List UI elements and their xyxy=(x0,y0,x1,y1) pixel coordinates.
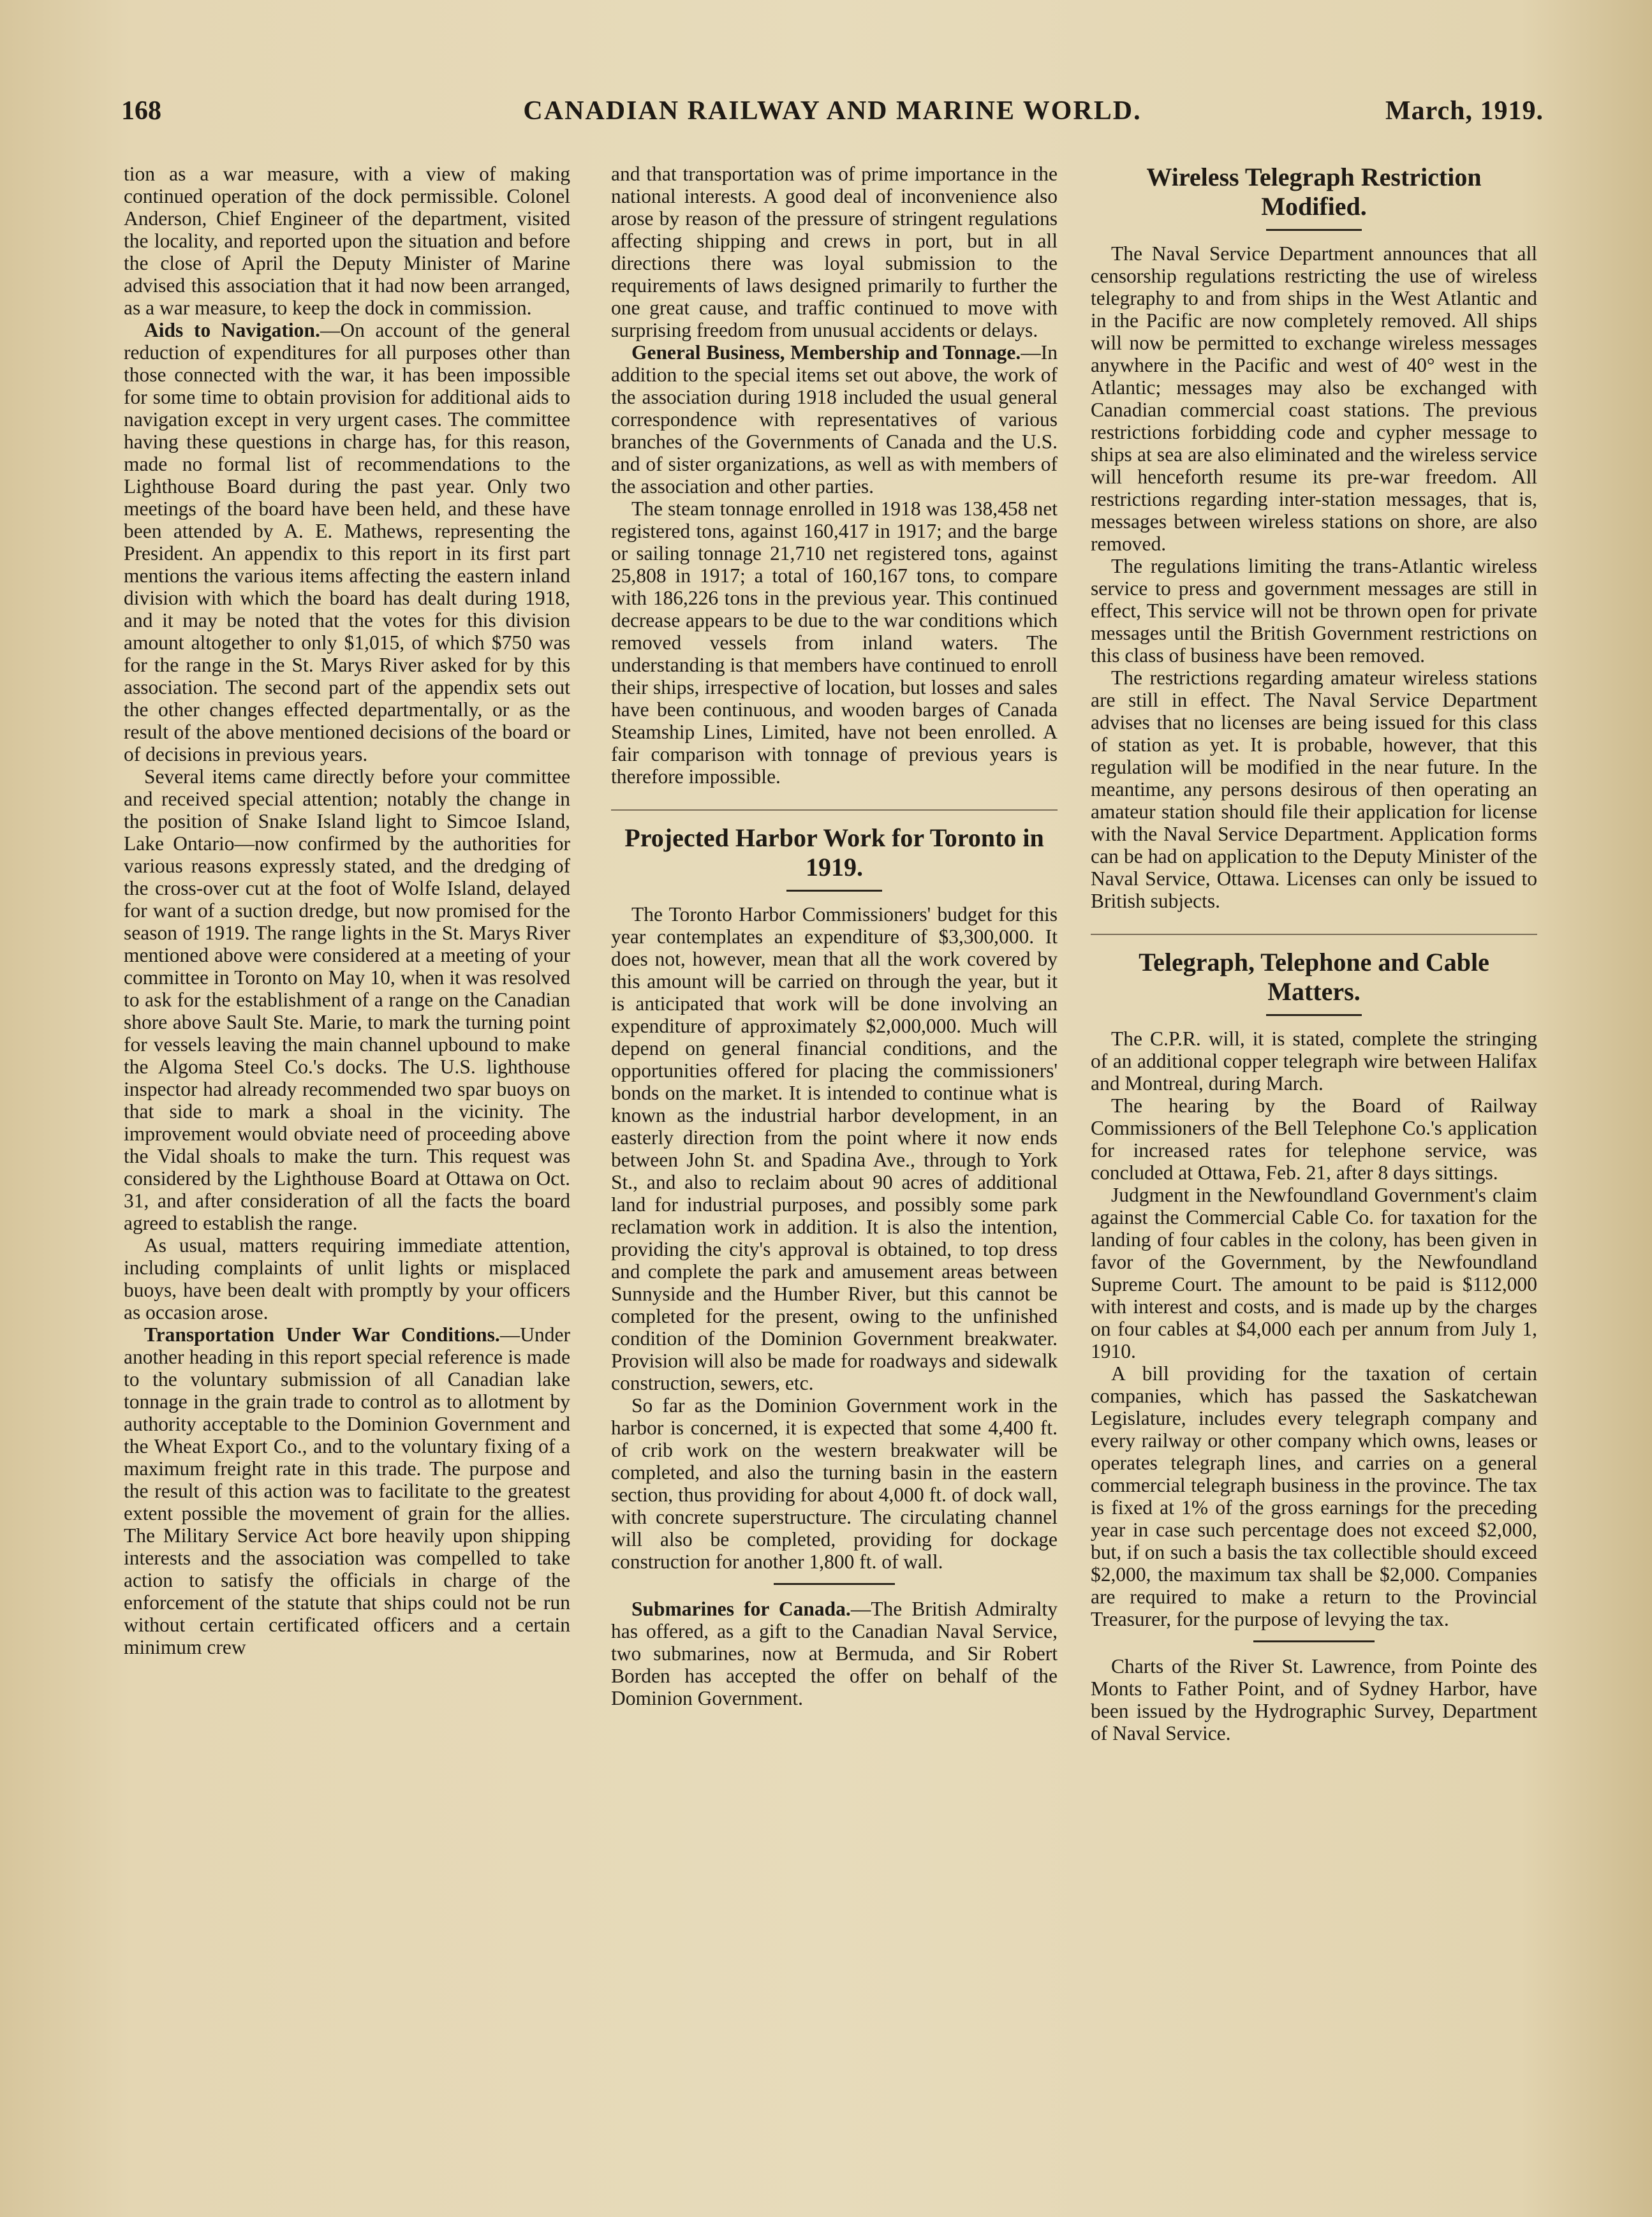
article-heading: Wireless Telegraph Restriction Modified. xyxy=(1146,163,1482,221)
divider xyxy=(1266,1014,1362,1016)
paragraph: The Toronto Harbor Commissioners' budget for this year contemplates an expenditure of $3,300,000. It does not, however, mean that all the work covered by this amount will be carried on through the year, but it is anticipated that work will be done involving an expenditure of approximately $2,000,000. Much will depend on general financial conditions, and the opportunities offered for placing the commissioners' bonds on the market. It is intended to continue what is known as the industrial harbor development, in an easterly direction from the point where it now ends between John St. and Spadina Ave., through to York St., and also to reclaim about 90 acres of additional land for industrial purposes, and possibly some park reclamation work in addition. It is also the intention, providing the city's approval is obtained, to top dress and complete the park and amusement areas between Sunnyside and the Humber River, but this cannot be completed for the present, owing to the unfinished condition of the Dominion Government breakwater. Provision will also be made for roadways and sidewalk construction, sewers, etc. xyxy=(611,903,1058,1394)
paragraph: The hearing by the Board of Railway Commissioners of the Bell Telephone Co.'s application for increased rates for telephone service, was concluded at Ottawa, Feb. 21, after 8 days sittings. xyxy=(1091,1094,1537,1184)
paragraph: Charts of the River St. Lawrence, from Pointe des Monts to Father Point, and of Sydney Harbor, have been issued by the Hydrographic Survey, Department of Naval Service. xyxy=(1091,1655,1537,1744)
paragraph: Judgment in the Newfoundland Government's claim against the Commercial Cable Co. for taxation for the landing of four cables in the colony, has been given in favor of the Government, by the Newfoundland Supreme Court. The amount to be paid is $112,000 with interest and costs, and is made up by the charges on four cables at $4,000 each per annum from July 1, 1910. xyxy=(1091,1184,1537,1362)
divider xyxy=(1253,1640,1375,1642)
publication-title: CANADIAN RAILWAY AND MARINE WORLD. xyxy=(523,96,1142,126)
article-toronto-harbor xyxy=(611,809,1058,1709)
paragraph: As usual, matters requiring immediate attention, including complaints of unlit lights or misplaced buoys, have been dealt with promptly by your officers as occasion arose. xyxy=(124,1234,570,1323)
paragraph: The restrictions regarding amateur wireless stations are still in effect. The Naval Service Department advises that no licenses are being issued for this class of station as yet. It is probable, however, that this regulation will be modified in the near future. In the meantime, any persons desirous of then operating an amateur station should file their application for license with the Naval Service Department. Application forms can be had on application to the Deputy Minister of the Naval Service, Ottawa. Licenses can only be issued to British subjects. xyxy=(1091,667,1537,912)
column-2 xyxy=(611,163,1058,2172)
paragraph: General Business, Membership and Tonnage.—In addition to the special items set out above, the work of the association during 1918 included the usual general correspondence with representatives of various branches of the Governments of Canada and the U.S. and of sister organizations, as well as with members of the association and other parties. xyxy=(611,341,1058,497)
paragraph: tion as a war measure, with a view of making continued operation of the dock permissible. Colonel Anderson, Chief Engineer of the department, visited the locality, and reported upon the situation and before the close of April the Deputy Minister of Marine advised this association that it had now been arranged, as a war measure, to keep the dock in commission. xyxy=(124,163,570,319)
paragraph: Aids to Navigation.—On account of the general reduction of expenditures for all purposes other than those connected with the war, it has been impossible for some time to obtain provision for additional aids to navigation except in very urgent cases. The committee having these questions in charge has, for this reason, made no formal list of recommendations to the Lighthouse Board during the past year. Only two meetings of the board have been held, and these have been attended by A. E. Mathews, representing the President. An appendix to this report in its first part mentions the various items affecting the eastern inland division with which the board has dealt during 1918, and it may be noted that the votes for this division amount altogether to only $1,015, of which $750 was for the range in the St. Marys River asked for by this association. The second part of the appendix sets out the other changes effected departmentally, or as the result of the above mentioned decisions of the board or of decisions in previous years. xyxy=(124,319,570,765)
page-number: 168 xyxy=(121,96,161,126)
paragraph: A bill providing for the taxation of certain companies, which has passed the Saskatchewan Legislature, includes every telegraph company and every railway or other company which owns, leases or operates telegraph lines, and carries on a general commercial telegraph business in the province. The tax is fixed at 1% of the gross earnings for the preceding year in case such percentage does not exceed $2,000, but, if on such a basis the tax collectible should exceed $2,000, the maximum tax shall be $2,000. Companies are required to make a return to the Provincial Treasurer, for the purpose of levying the tax. xyxy=(1091,1362,1537,1630)
paragraph: So far as the Dominion Government work in the harbor is concerned, it is expected that some 4,400 ft. of crib work on the western breakwater will be completed, and also the turning basin in the eastern section, thus providing for about 4,000 ft. of dock wall, with concrete superstructure. The circulating channel will also be completed, providing for dockage construction for another 1,800 ft. of wall. xyxy=(611,1394,1058,1573)
run-in-heading: Aids to Navigation. xyxy=(144,319,320,341)
issue-date: March, 1919. xyxy=(1385,96,1544,126)
run-in-heading: Submarines for Canada. xyxy=(631,1598,851,1620)
paragraph: The C.P.R. will, it is stated, complete the stringing of an additional copper telegraph wire between Halifax and Montreal, during March. xyxy=(1091,1027,1537,1094)
divider xyxy=(786,890,882,892)
run-in-heading: General Business, Membership and Tonnage. xyxy=(631,341,1021,364)
column-1 xyxy=(124,163,570,2172)
paragraph: The regulations limiting the trans-Atlantic wireless service to press and government messages are still in effect, This service will not be thrown open for private messages until the British Government restrictions on this class of business have been removed. xyxy=(1091,555,1537,667)
divider xyxy=(1266,229,1362,231)
paragraph: Several items came directly before your committee and received special attention; notably the change in the position of Snake Island light to Simcoe Island, Lake Ontario—now confirmed by the authorities for various reasons expressly stated, and the dredging of the cross-over cut at the foot of Wolfe Island, delayed for want of a suction dredge, but now promised for the season of 1919. The range lights in the St. Marys River mentioned above were considered at a meeting of your committee in Toronto on May 10, when it was resolved to ask for the establishment of a range on the Canadian shore above Sault Ste. Marie, to mark the turning point for vessels leaving the main channel upbound to make the Algoma Steel Co.'s docks. The U.S. lighthouse inspector had already recommended two spar buoys on that side to mark a shoal in the vicinity. The improvement would obviate need of proceeding above the Vidal shoals to make the turn. This request was considered by the Lighthouse Board at Ottawa on Oct. 31, and after consideration of all the facts the board agreed to establish the range. xyxy=(124,765,570,1234)
paragraph: and that transportation was of prime importance in the national interests. A good deal of inconvenience also arose by reason of the pressure of stringent regulations affecting shipping and crews in port, but in all directions there was loyal submission to the requirements of laws designed primarily to further the one great cause, and traffic continued to move with surprising freedom from unusual accidents or delays. xyxy=(611,163,1058,341)
paragraph: Transportation Under War Conditions.—Under another heading in this report special reference is made to the voluntary submission of all Canadian lake tonnage in the grain trade to control as to allotment by authority acceptable to the Dominion Government and the Wheat Export Co., and to the voluntary fixing of a maximum freight rate in this trade. The purpose and the result of this action was to facilitate to the greatest extent possible the movement of grain for the allies. The Military Service Act bore heavily upon shipping interests and the association was compelled to take action to satisfy the officials in charge of the enforcement of the statute that ships could not be run without certain certificated officers and a certain minimum crew xyxy=(124,1323,570,1658)
column-3 xyxy=(1091,163,1537,2172)
article-heading: Projected Harbor Work for Toronto in 1919. xyxy=(624,823,1044,881)
paragraph: The steam tonnage enrolled in 1918 was 138,458 net registered tons, against 160,417 in 1917; and the barge or sailing tonnage 21,710 net registered tons, against 25,808 in 1917; a total of 160,167 tons, to compare with 186,226 tons in the previous year. This continued decrease appears to be due to the war conditions which removed vessels from inland waters. The understanding is that members have continued to enroll their ships, irrespective of location, but losses and sales have been continuous, and wooden barges of Canada Steamship Lines, Limited, have not been enrolled. A fair comparison with tonnage of previous years is therefore impossible. xyxy=(611,497,1058,788)
article-telegraph-matters xyxy=(1091,934,1537,1744)
run-in-heading: Transportation Under War Conditions. xyxy=(144,1323,500,1346)
running-header xyxy=(121,96,1544,134)
divider xyxy=(774,1583,895,1585)
paragraph: Submarines for Canada.—The British Admiralty has offered, as a gift to the Canadian Naval Service, two submarines, now at Bermuda, and Sir Robert Borden has accepted the offer on behalf of the Dominion Government. xyxy=(611,1598,1058,1709)
article-heading: Telegraph, Telephone and Cable Matters. xyxy=(1139,948,1489,1006)
paragraph: The Naval Service Department announces that all censorship regulations restricting the use of wireless telegraphy to and from ships in the West Atlantic and in the Pacific are now completely removed. All ships will now be permitted to exchange wireless messages anywhere in the Pacific and west of 40° west in the Atlantic; messages may also be exchanged with Canadian commercial coast stations. The previous restrictions forbidding code and cypher message to ships at sea are also eliminated and the wireless service will henceforth resume its pre-war freedom. All restrictions regarding inter-station messages, that is, messages between wireless stations on shore, are also removed. xyxy=(1091,242,1537,555)
